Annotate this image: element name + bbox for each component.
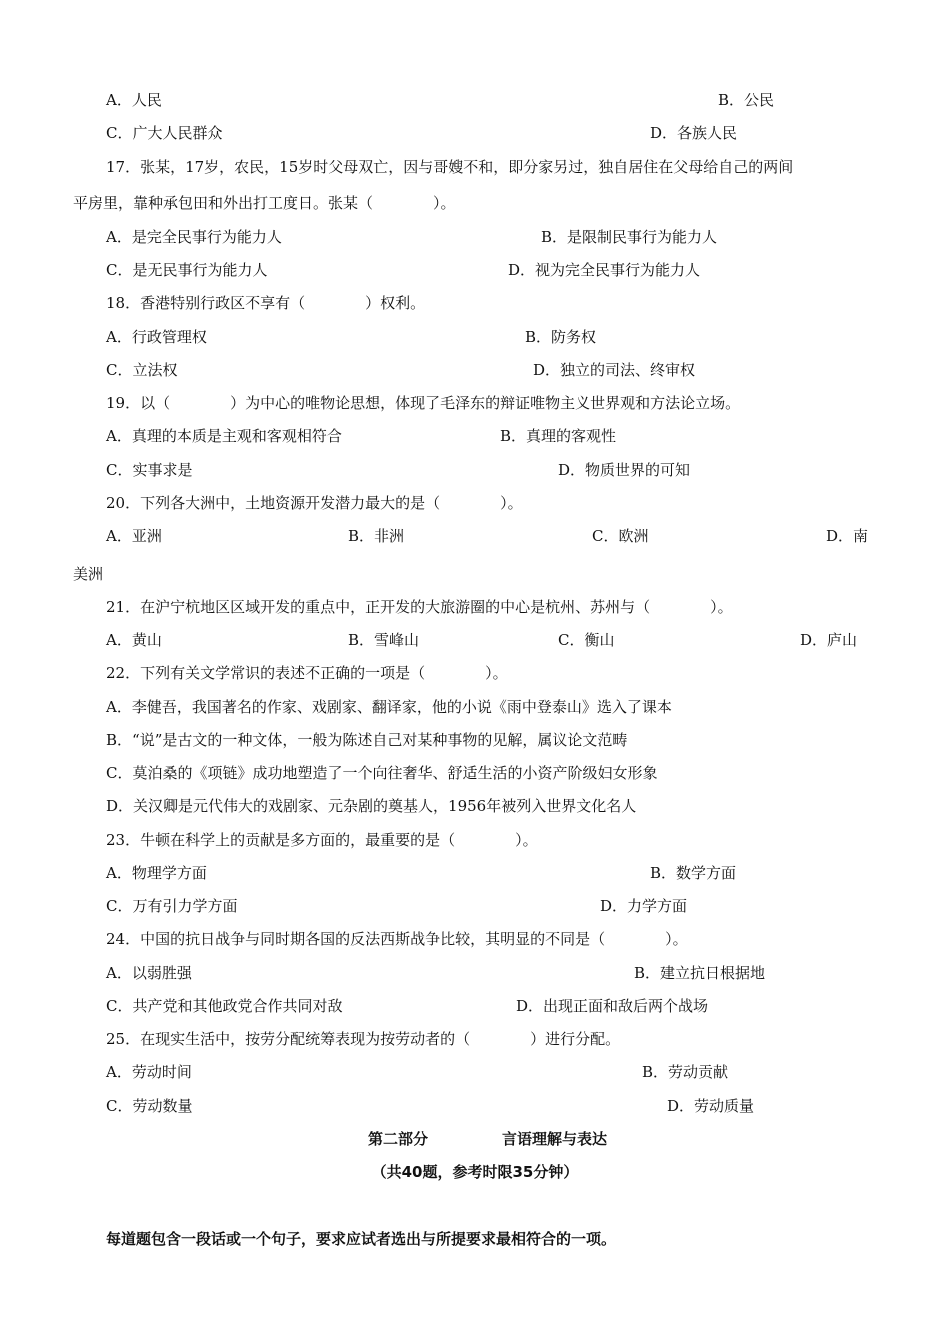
q24-stem: 24．中国的抗日战争与同时期各国的反法西斯战争比较，其明显的不同是（ ）。 [106, 930, 688, 948]
q21-option-a: A．黄山 [106, 631, 162, 649]
q21-option-b: B．雪峰山 [348, 631, 420, 649]
q17-stem-cont: 平房里，靠种承包田和外出打工度日。张某（ ）。 [73, 194, 456, 212]
q24-option-b: B．建立抗日根据地 [634, 964, 766, 982]
q25-option-d: D．劳动质量 [667, 1097, 755, 1115]
q24-option-a: A．以弱胜强 [106, 964, 192, 982]
q18-option-d: D．独立的司法、终审权 [533, 361, 696, 379]
q19-option-b: B．真理的客观性 [500, 427, 617, 445]
section-subtitle: （共40题，参考时限35分钟） [371, 1163, 579, 1181]
q22-option-d: D．关汉卿是元代伟大的戏剧家、元杂剧的奠基人，1956年被列入世界文化名人 [106, 797, 637, 815]
q22-option-a: A．李健吾，我国著名的作家、戏剧家、翻译家，他的小说《雨中登泰山》选入了课本 [106, 698, 672, 716]
section-title: 言语理解与表达 [502, 1130, 608, 1148]
q23-option-c: C．万有引力学方面 [106, 897, 238, 915]
section-instruction: 每道题包含一段话或一个句子，要求应试者选出与所提要求最相符合的一项。 [106, 1230, 617, 1248]
q19-option-a: A．真理的本质是主观和客观相符合 [106, 427, 342, 445]
q20-option-d-cont: 美洲 [73, 565, 104, 583]
q25-stem: 25．在现实生活中，按劳分配统筹表现为按劳动者的（ ）进行分配。 [106, 1030, 621, 1048]
q23-stem: 23．牛顿在科学上的贡献是多方面的，最重要的是（ ）。 [106, 831, 538, 849]
q23-option-b: B．数学方面 [650, 864, 737, 882]
q25-option-a: A．劳动时间 [106, 1063, 192, 1081]
q16-option-c: C．广大人民群众 [106, 124, 223, 142]
q18-option-a: A．行政管理权 [106, 328, 207, 346]
q25-option-c: C．劳动数量 [106, 1097, 193, 1115]
q17-option-c: C．是无民事行为能力人 [106, 261, 268, 279]
q21-option-c: C．衡山 [558, 631, 615, 649]
q24-option-c: C．共产党和其他政党合作共同对敌 [106, 997, 343, 1015]
q22-stem: 22．下列有关文学常识的表述不正确的一项是（ ）。 [106, 664, 508, 682]
q17-option-d: D．视为完全民事行为能力人 [508, 261, 701, 279]
q17-option-a: A．是完全民事行为能力人 [106, 228, 282, 246]
q18-option-c: C．立法权 [106, 361, 178, 379]
q20-option-d: D．南 [826, 527, 869, 545]
q20-option-c: C．欧洲 [592, 527, 649, 545]
q19-option-d: D．物质世界的可知 [558, 461, 691, 479]
q22-option-c: C．莫泊桑的《项链》成功地塑造了一个向往奢华、舒适生活的小资产阶级妇女形象 [106, 764, 658, 782]
q20-option-a: A．亚洲 [106, 527, 162, 545]
q16-option-b: B．公民 [718, 91, 775, 109]
q18-option-b: B．防务权 [525, 328, 597, 346]
q16-option-d: D．各族人民 [650, 124, 738, 142]
q22-option-b: B．“说”是古文的一种文体，一般为陈述自己对某种事物的见解，属议论文范畴 [106, 731, 628, 749]
q23-option-a: A．物理学方面 [106, 864, 207, 882]
q16-option-a: A．人民 [106, 91, 162, 109]
q19-option-c: C．实事求是 [106, 461, 193, 479]
q23-option-d: D．力学方面 [600, 897, 688, 915]
q19-stem: 19．以（ ）为中心的唯物论思想，体现了毛泽东的辩证唯物主义世界观和方法论立场。 [106, 394, 741, 412]
q25-option-b: B．劳动贡献 [642, 1063, 729, 1081]
section-label: 第二部分 [368, 1130, 429, 1148]
q20-stem: 20．下列各大洲中，土地资源开发潜力最大的是（ ）。 [106, 494, 523, 512]
q24-option-d: D．出现正面和敌后两个战场 [516, 997, 709, 1015]
q21-option-d: D．庐山 [800, 631, 858, 649]
q21-stem: 21．在沪宁杭地区区域开发的重点中，正开发的大旅游圈的中心是杭州、苏州与（ ）。 [106, 598, 733, 616]
q17-option-b: B．是限制民事行为能力人 [541, 228, 718, 246]
section-heading [0, 1129, 950, 1149]
q18-stem: 18．香港特别行政区不享有（ ）权利。 [106, 294, 426, 312]
q17-stem: 17．张某，17岁，农民，15岁时父母双亡，因与哥嫂不和，即分家另过，独自居住在父母给自己的两间 [106, 158, 794, 176]
q20-option-b: B．非洲 [348, 527, 405, 545]
